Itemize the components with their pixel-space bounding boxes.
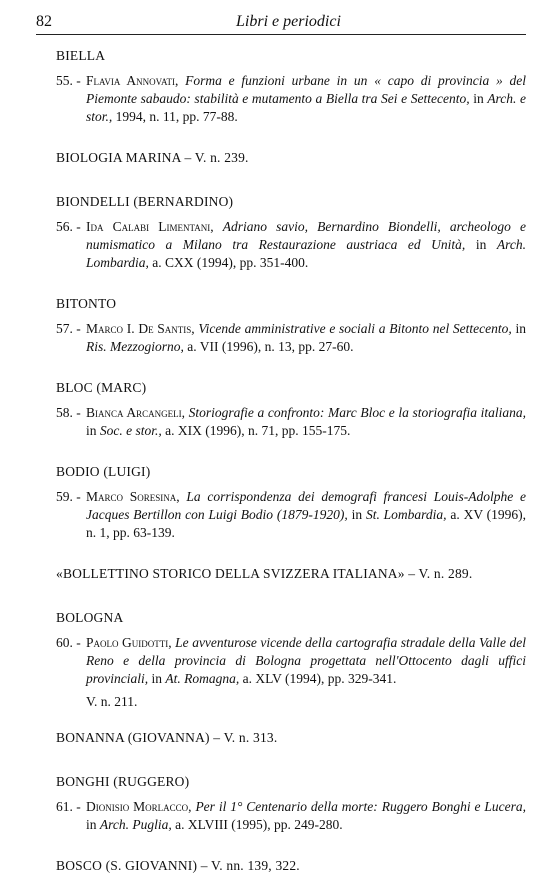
entry-number: 61. - [56,799,81,814]
section-spacer [56,174,526,194]
section-heading: BOSCO (S. GIOVANNI) – V. nn. 139, 322. [56,858,300,873]
entry-number: 58. - [56,405,81,420]
bibliography-entry [56,634,526,688]
bibliography-section [56,774,526,834]
section-heading: BIELLA [56,48,106,63]
entry-journal: Arch. e stor., [86,91,527,124]
entry-author: Dionisio Morlacco, [86,799,192,814]
entry-number: 56. - [56,219,81,234]
entry-text [86,488,526,542]
entry-number: 55. - [56,73,81,88]
bibliography-section [56,566,526,582]
bibliography-section [56,464,526,542]
entry-text [86,72,526,126]
entry-author: Bianca Arcangeli, [86,405,186,420]
section-heading: BONANNA (GIOVANNA) – V. n. 313. [56,730,278,745]
entry-details: a. XIX (1996), n. 71, pp. 155-175. [165,423,351,438]
section-heading: BODIO (LUIGI) [56,464,151,479]
entry-journal-prefix: in [351,507,363,522]
section-heading: BLOC (MARC) [56,380,147,395]
bibliography-entry [56,72,526,126]
entry-journal-prefix: in [151,671,163,686]
section-spacer [56,710,526,730]
bibliography-entry [56,218,526,272]
entry-text [86,634,526,688]
section-heading: «BOLLETTINO STORICO DELLA SVIZZERA ITALIANA» – V. n. 289. [56,566,473,581]
entry-journal: Arch. Puglia, [99,817,172,832]
entry-number: 57. - [56,321,81,336]
entry-author: Paolo Guidotti, [86,635,172,650]
bibliography-entry [56,320,526,356]
bibliography-section [56,730,526,746]
entry-journal-prefix: in [475,237,487,252]
running-title: Libri e periodici [236,13,341,30]
entry-journal-prefix: in [86,423,97,438]
section-heading: BOLOGNA [56,610,124,625]
entry-number: 59. - [56,489,81,504]
section-heading: BIOLOGIA MARINA – V. n. 239. [56,150,249,165]
entry-text [86,320,526,356]
section-spacer [56,444,526,464]
entry-details: a. XLVIII (1995), pp. 249-280. [175,817,343,832]
entry-title: Per il 1° Centenario della morte: Ruggero Bonghi e Lucera, [195,799,526,814]
page-number: 82 [36,13,52,30]
section-heading: BIONDELLI (BERNARDINO) [56,194,234,209]
bibliography-section [56,296,526,356]
entry-title: Forma e funzioni urbane in un « capo di provincia » del Piemonte sabaudo: stabilità e mutamento a Biella tra Sei e Settecento, [86,73,527,106]
entry-details: a. XLV (1994), pp. 329-341. [242,671,397,686]
section-spacer [56,130,526,150]
entry-journal-prefix: in [473,91,484,106]
section-spacer [56,838,526,858]
entry-journal: Ris. Mezzogiorno, [86,339,184,354]
bibliography-list [56,48,526,882]
entry-details: 1994, n. 11, pp. 77-88. [115,109,238,124]
bibliography-section [56,858,526,874]
entry-details: a. VII (1996), n. 13, pp. 27-60. [187,339,354,354]
entry-text [86,218,526,272]
entry-number: 60. - [56,635,81,650]
section-spacer [56,276,526,296]
entry-title: Le avventurose vicende della cartografia stradale della Valle del Reno e della provincia di Bologna progettata nell'Ottocento dagli uffici provinciali, [86,635,527,686]
entry-author: Marco Soresina, [86,489,180,504]
bibliography-entry [56,488,526,542]
running-header [36,12,526,35]
entry-author: Marco I. De Santis, [86,321,195,336]
section-heading: BONGHI (RUGGERO) [56,774,190,789]
entry-journal: St. Lombardia, [365,507,447,522]
entry-journal: At. Romagna, [165,671,240,686]
entry-title: Vicende amministrative e sociali a Bitonto nel Settecento, [198,321,512,336]
bibliography-section [56,194,526,272]
entry-journal: Arch. Lombardia, [86,237,527,270]
entry-title: Storiografie a confronto: Marc Bloc e la storiografia italiana, [188,405,526,420]
section-heading: BITONTO [56,296,117,311]
section-spacer [56,360,526,380]
entry-details: a. XV (1996), n. 1, pp. 63-139. [86,507,527,540]
entry-author: Ida Calabi Limentani, [86,219,214,234]
section-spacer [56,546,526,566]
bibliography-section [56,150,526,166]
entry-text [86,404,526,440]
entry-author: Flavia Annovati, [86,73,179,88]
bibliography-section [56,610,526,710]
entry-details: a. CXX (1994), pp. 351-400. [152,255,309,270]
cross-reference: V. n. 211. [86,694,138,709]
entry-journal: Soc. e stor., [99,423,162,438]
section-spacer [56,754,526,774]
entry-title: Adriano savio, Bernardino Biondelli, archeologo e numismatico a Milano tra Restaurazione austriaca ed Unità, [86,219,527,252]
section-spacer [56,590,526,610]
entry-journal-prefix: in [86,817,97,832]
bibliography-section [56,380,526,440]
entry-title: La corrispondenza dei demografi francesi Louis-Adolphe e Jacques Bertillon con Luigi Bodio (1879-1920), [86,489,526,522]
bibliography-entry [56,404,526,440]
entry-journal-prefix: in [515,321,527,336]
bibliography-section [56,48,526,126]
